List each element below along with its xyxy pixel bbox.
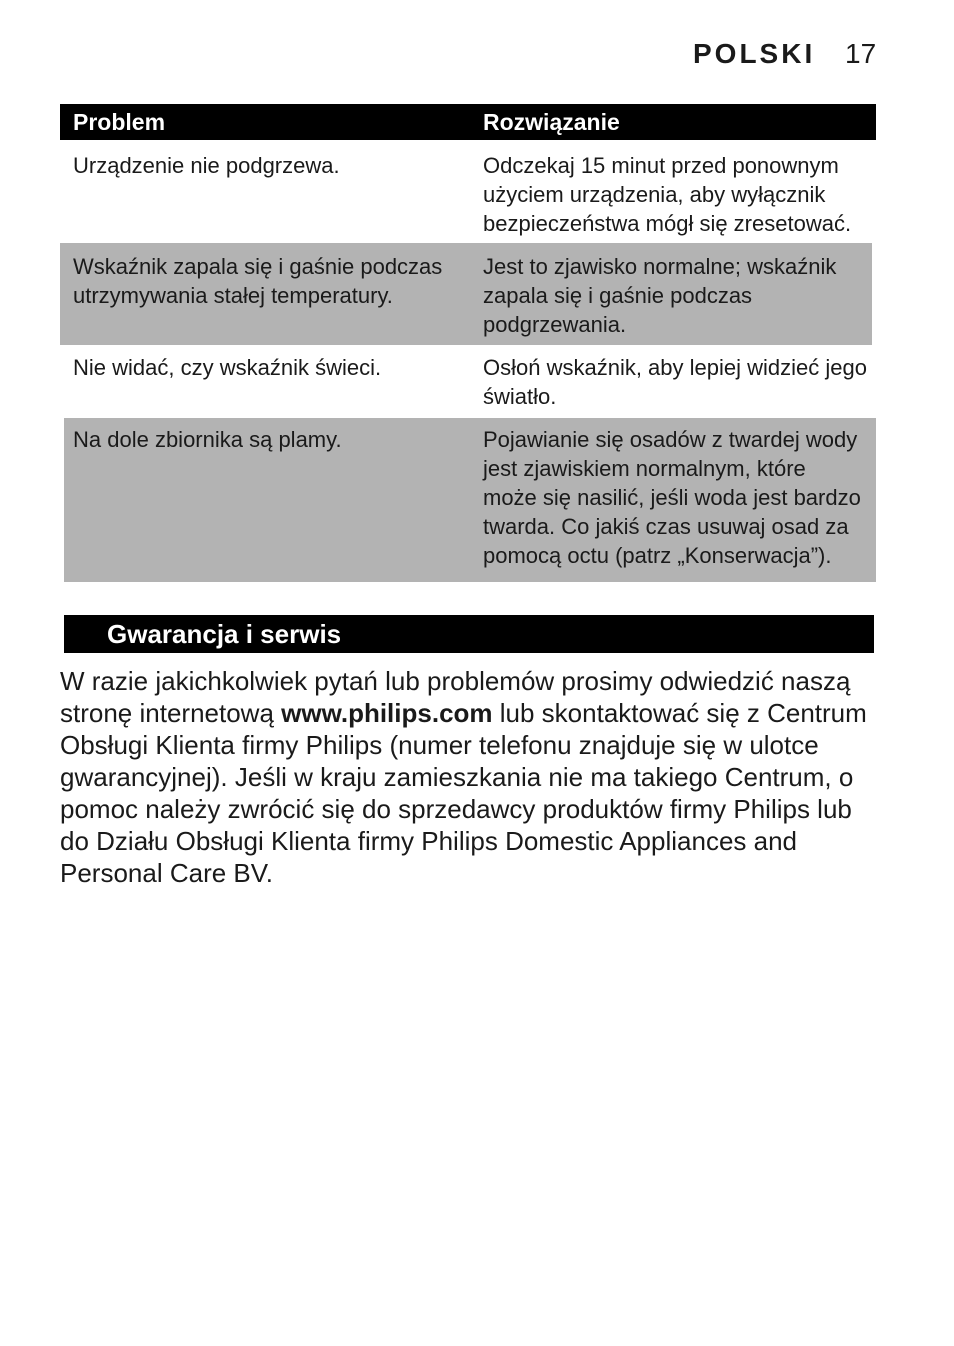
body-text: do Działu Obsługi Klienta firmy Philips Domestic Appliances and xyxy=(60,826,798,856)
body-text: W razie jakichkolwiek pytań lub problemów prosimy odwiedzić naszą xyxy=(60,666,851,696)
solution-line: światło. xyxy=(483,384,557,409)
column-header-problem: Problem xyxy=(73,109,166,135)
website-link[interactable]: www.philips.com xyxy=(281,698,493,728)
body-text: lub skontaktować się z Centrum xyxy=(492,698,867,728)
solution-line: pomocą octu (patrz „Konserwacja”). xyxy=(483,543,832,568)
body-line xyxy=(60,729,867,761)
section-body xyxy=(60,665,867,889)
section-title: Gwarancja i serwis xyxy=(107,619,342,649)
solution-line: bezpieczeństwa mógł się zresetować. xyxy=(483,211,852,236)
body-line xyxy=(60,793,867,825)
problem-line: utrzymywania stałej temperatury. xyxy=(73,283,393,308)
solution-line: Jest to zjawisko normalne; wskaźnik xyxy=(483,254,837,279)
table-header xyxy=(60,104,876,140)
body-line xyxy=(60,825,867,857)
body-line xyxy=(60,665,867,697)
body-text: stronę internetową xyxy=(60,698,282,728)
solution-cell xyxy=(483,425,861,570)
table-row xyxy=(64,418,876,582)
page-number: 17 xyxy=(845,38,877,69)
body-line xyxy=(60,697,867,729)
solution-cell xyxy=(483,353,867,411)
problem-line: Na dole zbiornika są plamy. xyxy=(73,427,342,452)
solution-line: jest zjawiskiem normalnym, które xyxy=(483,456,806,481)
solution-line: zapala się i gaśnie podczas xyxy=(483,283,753,308)
body-line xyxy=(60,857,867,889)
problem-cell xyxy=(73,353,381,382)
problem-line: Urządzenie nie podgrzewa. xyxy=(73,153,340,178)
problem-cell xyxy=(73,425,342,454)
problem-cell xyxy=(73,252,442,310)
solution-cell xyxy=(483,151,851,238)
solution-cell xyxy=(483,252,836,339)
solution-line: może się nasilić, jeśli woda jest bardzo xyxy=(483,485,861,510)
table-row xyxy=(60,243,872,345)
problem-line: Wskaźnik zapala się i gaśnie podczas xyxy=(73,254,443,279)
column-header-solution: Rozwiązanie xyxy=(483,109,620,135)
solution-line: Odczekaj 15 minut przed ponownym xyxy=(483,153,839,178)
section-heading-bar xyxy=(64,615,874,653)
solution-line: podgrzewania. xyxy=(483,312,627,337)
body-text: Obsługi Klienta firmy Philips (numer telefonu znajduje się w ulotce xyxy=(60,730,819,760)
problem-cell xyxy=(73,151,340,180)
language-header: POLSKI xyxy=(693,38,816,69)
body-line xyxy=(60,761,867,793)
body-text: Personal Care BV. xyxy=(60,858,273,888)
solution-line: użyciem urządzenia, aby wyłącznik xyxy=(483,182,826,207)
solution-line: Pojawianie się osadów z twardej wody xyxy=(483,427,858,452)
body-text: gwarancyjnej). Jeśli w kraju zamieszkania nie ma takiego Centrum, o xyxy=(60,762,854,792)
table-row xyxy=(60,345,876,418)
solution-line: Osłoń wskaźnik, aby lepiej widzieć jego xyxy=(483,355,867,380)
body-text: pomoc należy zwrócić się do sprzedawcy produktów firmy Philips lub xyxy=(60,794,852,824)
problem-line: Nie widać, czy wskaźnik świeci. xyxy=(73,355,382,380)
solution-line: twarda. Co jakiś czas usuwaj osad za xyxy=(483,514,849,539)
table-row xyxy=(60,140,876,243)
